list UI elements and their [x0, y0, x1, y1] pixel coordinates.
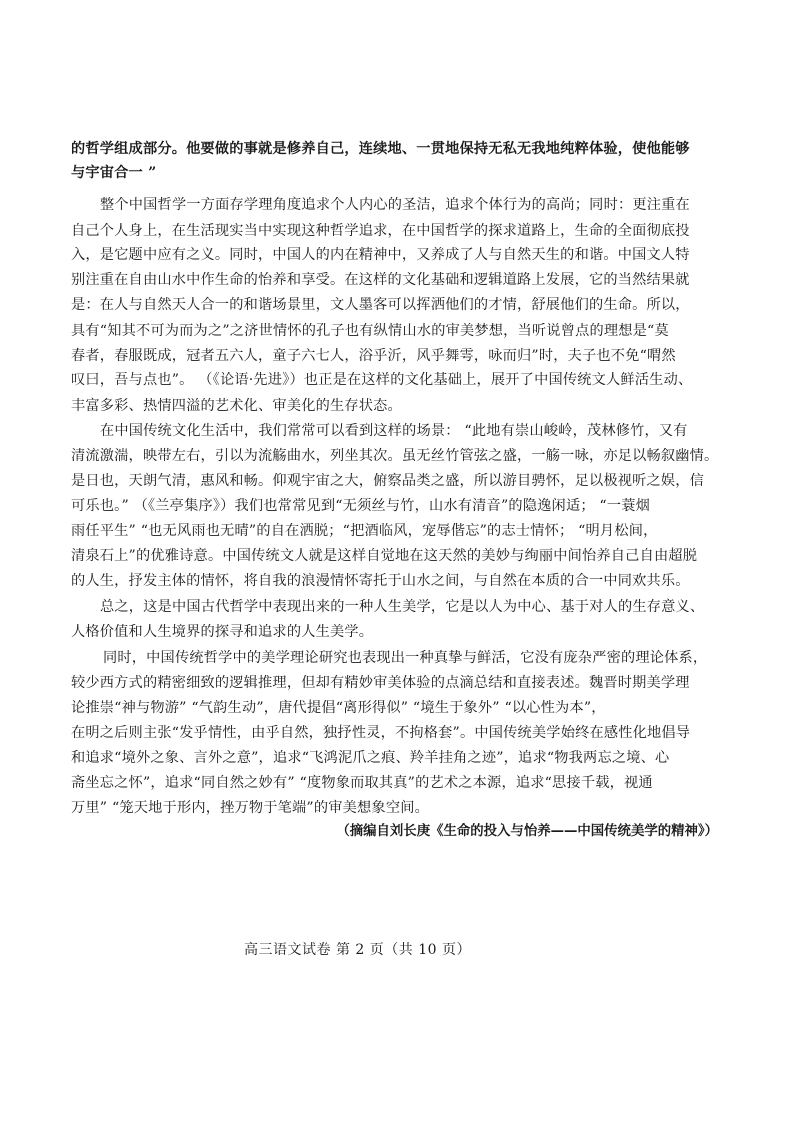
paragraph-line: 较少西方式的精密细致的逻辑推理，但却有精妙审美体验的点滴总结和直接表述。魏晋时期美学理 — [71, 675, 690, 691]
paragraph-line: 清泉石上”的优雅诗意。中国传统文人就是这样自觉地在这天然的美妙与绚丽中间怡养自己自由超脱 — [71, 548, 698, 564]
paragraph-line: 入，是它题中应有之义。同时，中国人的内在精神中，又养成了人与自然天生的和谐。中国文人特 — [71, 247, 690, 263]
paragraph-line: 自己个人身上，在生活现实当中实现这种哲学追求，在中国哲学的探求道路上，生命的全面彻底投 — [71, 223, 690, 239]
paragraph-line: 同时，中国传统哲学中的美学理论研究也表现出一种真挚与鲜活，它没有庞杂严密的理论体系， — [103, 650, 708, 666]
paragraph-line: 总之，这是中国古代哲学中表现出来的一种人生美学，它是以人为中心、基于对人的生存意义、 — [100, 599, 705, 615]
paragraph-line: 是：在人与自然天人合一的和谐场景里，文人墨客可以挥洒他们的才情，舒展他们的生命。所以， — [71, 297, 690, 313]
paragraph-line: 清流激湍，映带左右，引以为流觞曲水，列坐其次。虽无丝竹管弦之盛，一觞一咏，亦足以畅叙幽情。 — [71, 448, 719, 464]
paragraph-line: 具有“知其不可为而为之”之济世情怀的孔子也有纵情山水的审美梦想，当听说曾点的理想是“莫 — [71, 323, 669, 339]
paragraph-line: 是日也，天朗气清，惠风和畅。仰观宇宙之大，俯察品类之盛，所以游目骋怀，足以极视听之娱，信 — [71, 473, 705, 489]
paragraph-line: 丰富多彩、热情四溢的艺术化、审美化的生存状态。 — [71, 398, 402, 414]
paragraph-line: 的哲学组成部分。他要做的事就是修养自己，连续地、一贯地保持无私无我地纯粹体验，使他能够 — [71, 141, 690, 157]
paragraph-line: 在明之后则主张“发乎情性，由乎自然，独抒性灵，不拘格套”。中国传统美学始终在感性化地倡导 — [71, 725, 691, 741]
paragraph-line: 论推崇“神与物游” “气韵生动”，唐代提倡“离形得似” “境生于象外” “以心性为本”， — [71, 700, 606, 716]
paragraph-line: 叹曰，吾与点也”。 （《论语·先进》）也正是在这样的文化基础上，展开了中国传统文人鲜活生动、 — [71, 372, 693, 388]
paragraph-line: 雨任平生” “也无风雨也无晴”的自在洒脱；“把酒临风，宠辱偕忘”的志士情怀； “明月松间， — [71, 523, 658, 539]
paragraph-line: 万里” “笼天地于形内，挫万物于笔端”的审美想象空间。 — [71, 800, 429, 816]
paragraph-line: 春者，春服既成，冠者五六人，童子六七人，浴乎沂，风乎舞雩，咏而归”时，夫子也不免“喟然 — [71, 348, 676, 364]
paragraph-line: 人格价值和人生境界的探寻和追求的人生美学。 — [71, 624, 374, 640]
paragraph-line: 别注重在自由山水中作生命的怡养和享受。在这样的文化基础和逻辑道路上发展，它的当然结果就 — [71, 272, 690, 288]
source-attribution: （摘编自刘长庚《生命的投入与怡养——中国传统美学的精神》） — [336, 824, 718, 839]
paragraph-line: 在中国传统文化生活中，我们常常可以看到这样的场景： “此地有崇山峻岭，茂林修竹，又有 — [100, 423, 688, 439]
paragraph-line: 斋坐忘之怀”，追求“同自然之妙有” “度物象而取其真”的艺术之本源，追求“思接千载，视通 — [71, 775, 653, 791]
paragraph-line: 整个中国哲学一方面存学理角度追求个人内心的圣洁，追求个体行为的高尚；同时：更注重在 — [100, 197, 690, 213]
paragraph-line: 和追求“境外之象、言外之意”，追求“飞鸿泥爪之痕、羚羊挂角之迹”，追求“物我两忘之境、心 — [71, 750, 670, 766]
page-footer: 高三语文试卷 第 2 页（共 10 页） — [244, 942, 471, 958]
paragraph-line: 的人生，抒发主体的情怀，将自我的浪漫情怀寄托于山水之间，与自然在本质的合一中同欢共乐。 — [71, 573, 690, 589]
paragraph-line: 可乐也。” （《兰亭集序》）我们也常常见到“无须丝与竹，山水有清音”的隐逸闲适； “一蓑烟 — [71, 498, 651, 514]
paragraph-line: 与宇宙合一 ” — [71, 165, 157, 181]
